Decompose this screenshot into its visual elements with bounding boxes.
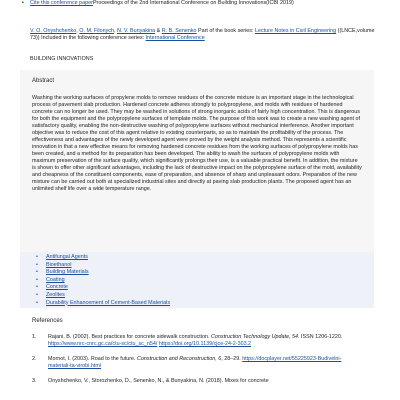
conference-name: BUILDING INNOVATIONS: [30, 56, 94, 62]
citation-line: [22, 0, 390, 7]
reference-text: . ISSN 1206-1220.: [298, 334, 343, 340]
keyword-link[interactable]: Coating: [46, 276, 65, 283]
reference-text: Rajani, B. (2002). Best practices for concrete sidewalk construction.: [48, 334, 211, 340]
keyword-link[interactable]: Zeolites: [46, 291, 65, 298]
abstract-section: [20, 70, 374, 252]
bullet-icon: ▪: [22, 0, 24, 6]
reference-link[interactable]: https://www.nrc-cnrc.gc.ca/ctu-sc/ctu_sc_n54/: [48, 341, 158, 348]
keyword-link[interactable]: Durability Enhancement of Cement-Based Materials: [46, 299, 171, 306]
proceedings-title: Proceedings of the 2nd International Conference on Building Innovations: [92, 0, 267, 6]
separator: ,: [114, 28, 117, 34]
author-link[interactable]: O. M. Filonych: [79, 28, 114, 34]
author-link[interactable]: N. V. Bunyakina: [117, 28, 156, 34]
reference-item: [32, 334, 362, 348]
separator: &: [155, 28, 162, 34]
reference-text: , 28–29.: [221, 356, 243, 363]
separator: ,: [76, 28, 80, 34]
conference-code: (ICBI 2019): [266, 0, 294, 6]
keywords-list: [20, 252, 374, 308]
cite-link[interactable]: Cite this conference paper: [30, 0, 93, 6]
reference-source: Construction and Reconstruction, 6: [137, 356, 222, 363]
reference-number: 1.: [32, 334, 37, 340]
reference-text: Onyshchenko, V., Storozhenko, D., Senenko, N., & Bunyakina, N. (2018). Mixes for concrete: [48, 378, 269, 385]
keyword-item[interactable]: [46, 269, 374, 277]
keyword-item[interactable]: [46, 292, 374, 300]
keyword-item[interactable]: [46, 284, 374, 292]
keyword-link[interactable]: Bioethanol: [46, 261, 72, 268]
reference-link[interactable]: https://docplayer.net/55225923-Budivelni-materiali-ta-virobi.html: [48, 356, 342, 370]
keyword-item[interactable]: [46, 300, 374, 308]
reference-source: Construction Technology Update, 54: [211, 334, 299, 340]
keyword-link[interactable]: Building Materials: [46, 269, 89, 276]
keyword-item[interactable]: [46, 262, 374, 270]
keyword-item[interactable]: [46, 277, 374, 285]
reference-number: 3.: [32, 378, 37, 385]
conference-link[interactable]: International Conference: [145, 35, 205, 42]
references-list: [32, 334, 362, 393]
abstract-heading: Abstract: [32, 78, 55, 84]
keyword-link[interactable]: Antifungal Agents: [46, 254, 88, 260]
reference-number: 2.: [32, 356, 37, 363]
author-link[interactable]: V. O. Onyshchenko: [30, 28, 77, 34]
reference-doi-link[interactable]: https://doi.org/10.1139/cjce-24-2-303.2: [158, 341, 252, 348]
references-heading: References: [32, 318, 63, 324]
series-tail: ((LNCE,volume 73)) Included in the following conference series:: [30, 28, 375, 42]
keyword-item[interactable]: [46, 254, 374, 262]
abstract-text: Washing the working surfaces of propylene molds to remove residues of the concrete mixture is an important stage in the technological process of pavement slab production. Hardened concrete adheres strongly to polypropylene, and molds with residues of hardened concrete can no longer be used. They may be washed in solutions of strong inorganic acids of fairly high concentration. This is dangerous for both the equipment and the polypropylene surfaces of template molds. The purpose of this work was to create a new washing agent of satisfactory quality, enabling the non-destructive washing of polypropylene surfaces without mechanical interference. Another important objective was to reduce the cost of this agent relative to existing counterparts, so as to maintain the profitability of the process. The effectiveness and advantages of the newly developed agent were proved by the weight analysis method. This represents a scientific innovation in that a new effective means for removing hardened concrete residues from the working surfaces of polypropylene molds has been created, and a method for its preparation has been developed. The ability to wash the surfaces of polypropylene molds with maximum preservation of the surface quality, which significantly prolongs their use, is a valuable practical benefit. In addition, the mixture is shown to offer other significant advantages, including the lack of destructive impact on the polypropylene surface of the mold, availability and cheapness of the constituent components, ease of preparation, and absence of sharp and unpleasant odors. Preparation of the new mixture can be carried out both at specialized industrial sites and directly at paving slab production plants. The proposed agent has an unlimited shelf life over a wide temperature range.: [32, 94, 362, 192]
keyword-link[interactable]: Concrete: [46, 284, 68, 291]
reference-item: [32, 356, 362, 370]
series-link[interactable]: Lecture Notes in Civil Engineering: [254, 28, 337, 34]
author-link[interactable]: R. B. Senenko: [161, 28, 197, 34]
authors-block: [30, 28, 385, 42]
reference-item: [32, 378, 362, 385]
series-text: Part of the book series:: [196, 28, 255, 34]
reference-text: Mornot, I. (2003). Road to the future.: [48, 356, 137, 363]
